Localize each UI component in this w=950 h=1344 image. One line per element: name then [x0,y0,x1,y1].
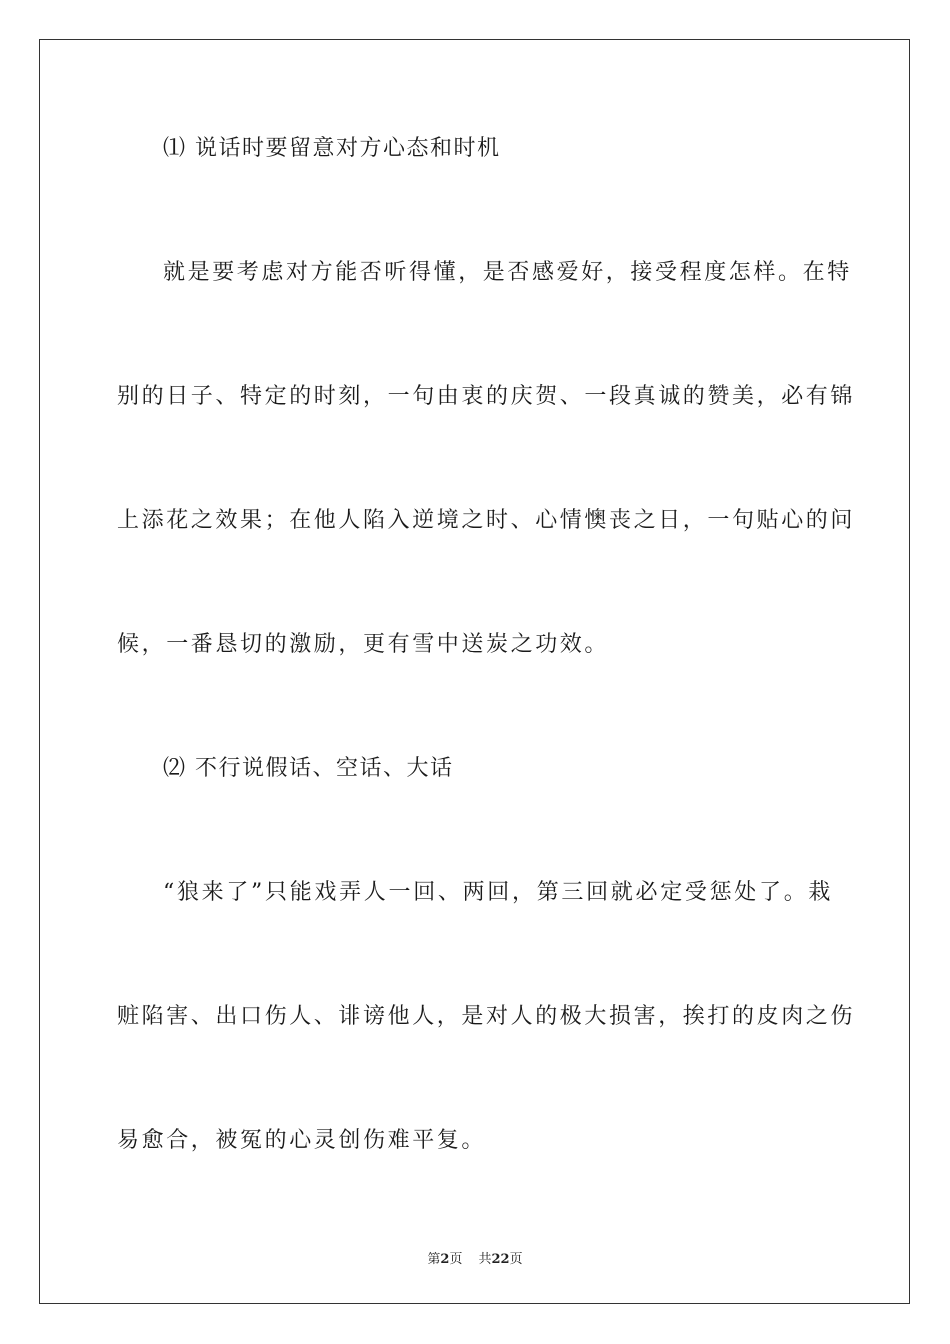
section-heading-2: ⑵ 不行说假话、空话、大话 [163,756,454,781]
footer-page-prefix: 第 [427,1252,441,1267]
paragraph-2-line-3: 易愈合，被冤的心灵创伤难平复。 [117,1128,487,1153]
paragraph-2-line-1: “狼来了”只能戏弄人一回、两回，第三回就必定受惩处了。栽 [163,880,833,905]
footer-total-prefix: 共 [478,1252,492,1267]
footer-total-suffix: 页 [509,1252,523,1267]
page-footer [0,1248,950,1267]
page-border [39,39,910,1304]
section-heading-1: ⑴ 说话时要留意对方心态和时机 [163,136,501,161]
paragraph-2-line-2: 赃陷害、出口伤人、诽谤他人，是对人的极大损害，挨打的皮肉之伤 [117,1004,856,1029]
paragraph-1-line-3: 上添花之效果；在他人陷入逆境之时、心情懊丧之日，一句贴心的问 [117,508,856,533]
paragraph-1-line-4: 候，一番恳切的激励，更有雪中送炭之功效。 [117,632,610,657]
footer-page-number: 2 [440,1252,450,1267]
footer-total-pages: 22 [491,1252,510,1267]
paragraph-1-line-1: 就是要考虑对方能否听得懂，是否感爱好，接受程度怎样。在特 [163,260,852,285]
paragraph-1-line-2: 别的日子、特定的时刻，一句由衷的庆贺、一段真诚的赞美，必有锦 [117,384,856,409]
footer-page-suffix: 页 [449,1252,463,1267]
